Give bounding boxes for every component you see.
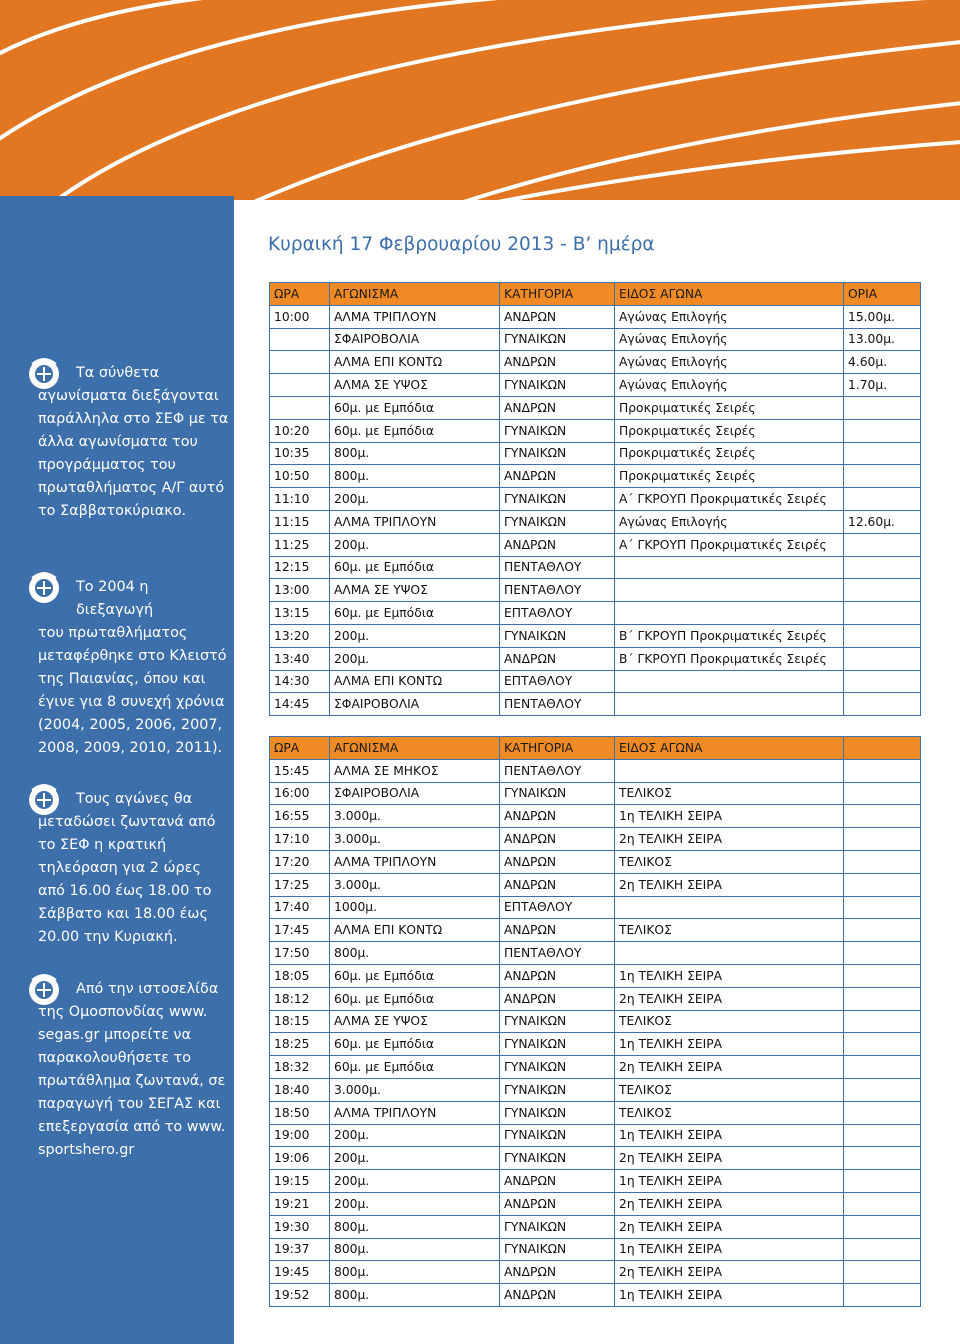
cell-limit: 4.60μ. bbox=[844, 351, 921, 374]
cell-race-type: 2η ΤΕΛΙΚΗ ΣΕΙΡΑ bbox=[615, 987, 844, 1010]
cell-limit bbox=[844, 1284, 921, 1307]
cell-time: 13:40 bbox=[270, 647, 330, 670]
cell-limit bbox=[844, 1238, 921, 1261]
cell-time: 11:15 bbox=[270, 510, 330, 533]
cell-race-type: Προκριματικές Σειρές bbox=[615, 465, 844, 488]
cell-event: ΣΦΑΙΡΟΒΟΛΙΑ bbox=[330, 782, 500, 805]
cell-event: 800μ. bbox=[330, 1215, 500, 1238]
table-row bbox=[270, 1284, 921, 1307]
note-body-text: του πρωταθλήματος μεταφέρθηκε στο Κλειστό της Παιανίας, όπου και έγινε για 8 συνεχή χρόνια (2004, 2005, 2006, 2007, 2008, 2009, 2010, 2011). bbox=[38, 625, 227, 756]
cell-race-type: 1η ΤΕΛΙΚΗ ΣΕΙΡΑ bbox=[615, 1033, 844, 1056]
cell-race-type bbox=[615, 896, 844, 919]
cell-race-type: 2η ΤΕΛΙΚΗ ΣΕΙΡΑ bbox=[615, 1056, 844, 1079]
cell-time: 13:20 bbox=[270, 624, 330, 647]
cell-event: 800μ. bbox=[330, 465, 500, 488]
cell-category: ΓΥΝΑΙΚΩΝ bbox=[500, 782, 615, 805]
cell-race-type: 2η ΤΕΛΙΚΗ ΣΕΙΡΑ bbox=[615, 828, 844, 851]
cell-race-type: Α΄ ΓΚΡΟΥΠ Προκριματικές Σειρές bbox=[615, 533, 844, 556]
cell-limit bbox=[844, 1215, 921, 1238]
cell-category: ΓΥΝΑΙΚΩΝ bbox=[500, 488, 615, 511]
cell-limit bbox=[844, 1170, 921, 1193]
cell-time: 14:45 bbox=[270, 693, 330, 716]
cell-limit bbox=[844, 1056, 921, 1079]
cell-race-type: Αγώνας Επιλογής bbox=[615, 328, 844, 351]
cell-race-type: Προκριματικές Σειρές bbox=[615, 419, 844, 442]
cell-time: 19:06 bbox=[270, 1147, 330, 1170]
cell-event: 60μ. με Εμπόδια bbox=[330, 1033, 500, 1056]
cell-category: ΓΥΝΑΙΚΩΝ bbox=[500, 1147, 615, 1170]
cell-race-type bbox=[615, 942, 844, 965]
cell-time: 18:40 bbox=[270, 1078, 330, 1101]
table-row bbox=[270, 1124, 921, 1147]
table-row bbox=[270, 1261, 921, 1284]
sidebar-note bbox=[38, 978, 230, 1162]
cell-event: 3.000μ. bbox=[330, 873, 500, 896]
cell-limit: 15.00μ. bbox=[844, 305, 921, 328]
cell-race-type: Αγώνας Επιλογής bbox=[615, 510, 844, 533]
cell-time: 18:05 bbox=[270, 964, 330, 987]
cell-time: 17:10 bbox=[270, 828, 330, 851]
cell-time: 17:40 bbox=[270, 896, 330, 919]
table-row bbox=[270, 328, 921, 351]
cell-event: 800μ. bbox=[330, 942, 500, 965]
cell-time: 18:25 bbox=[270, 1033, 330, 1056]
cell-time: 19:15 bbox=[270, 1170, 330, 1193]
cell-event: ΣΦΑΙΡΟΒΟΛΙΑ bbox=[330, 328, 500, 351]
sidebar-note bbox=[38, 576, 230, 760]
table-row bbox=[270, 693, 921, 716]
cell-category: ΑΝΔΡΩΝ bbox=[500, 647, 615, 670]
table-row bbox=[270, 1056, 921, 1079]
cell-limit bbox=[844, 556, 921, 579]
cell-category: ΑΝΔΡΩΝ bbox=[500, 1170, 615, 1193]
table-row bbox=[270, 987, 921, 1010]
cell-time: 17:45 bbox=[270, 919, 330, 942]
cell-event: 60μ. με Εμπόδια bbox=[330, 1056, 500, 1079]
table-row bbox=[270, 942, 921, 965]
cell-time: 10:50 bbox=[270, 465, 330, 488]
cell-category: ΓΥΝΑΙΚΩΝ bbox=[500, 624, 615, 647]
cell-event: ΑΛΜΑ ΤΡΙΠΛΟΥΝ bbox=[330, 850, 500, 873]
cell-limit bbox=[844, 693, 921, 716]
cell-event: 200μ. bbox=[330, 1170, 500, 1193]
cell-time: 10:00 bbox=[270, 305, 330, 328]
sidebar-note bbox=[38, 788, 230, 949]
note-lead-text: Τους αγώνες θα bbox=[76, 791, 193, 807]
segas-logo-icon bbox=[26, 782, 62, 816]
cell-category: ΓΥΝΑΙΚΩΝ bbox=[500, 1101, 615, 1124]
table-row bbox=[270, 305, 921, 328]
cell-time: 13:00 bbox=[270, 579, 330, 602]
cell-time: 15:45 bbox=[270, 759, 330, 782]
cell-event: 200μ. bbox=[330, 624, 500, 647]
cell-limit bbox=[844, 1078, 921, 1101]
table-row bbox=[270, 624, 921, 647]
cell-event: 800μ. bbox=[330, 1284, 500, 1307]
cell-race-type: 2η ΤΕΛΙΚΗ ΣΕΙΡΑ bbox=[615, 873, 844, 896]
table-row bbox=[270, 670, 921, 693]
note-lead-text: Από την ιστοσελίδα bbox=[76, 981, 219, 997]
cell-category: ΑΝΔΡΩΝ bbox=[500, 533, 615, 556]
cell-race-type: 2η ΤΕΛΙΚΗ ΣΕΙΡΑ bbox=[615, 1192, 844, 1215]
cell-event: 800μ. bbox=[330, 1238, 500, 1261]
cell-race-type: 1η ΤΕΛΙΚΗ ΣΕΙΡΑ bbox=[615, 1238, 844, 1261]
table-row bbox=[270, 1033, 921, 1056]
cell-limit bbox=[844, 1010, 921, 1033]
cell-race-type bbox=[615, 670, 844, 693]
cell-event: 200μ. bbox=[330, 488, 500, 511]
header-cell-limit bbox=[844, 737, 921, 760]
cell-limit bbox=[844, 579, 921, 602]
cell-limit bbox=[844, 942, 921, 965]
cell-category: ΑΝΔΡΩΝ bbox=[500, 1261, 615, 1284]
cell-event: ΑΛΜΑ ΣΕ ΥΨΟΣ bbox=[330, 374, 500, 397]
cell-limit bbox=[844, 896, 921, 919]
table-row bbox=[270, 805, 921, 828]
cell-event: ΑΛΜΑ ΕΠΙ ΚΟΝΤΩ bbox=[330, 919, 500, 942]
cell-event: ΑΛΜΑ ΤΡΙΠΛΟΥΝ bbox=[330, 510, 500, 533]
note-body-text: αγωνίσματα διεξάγονται παράλληλα στο ΣΕΦ με τα άλλα αγωνίσματα του προγράμματος του πρωταθλήματος Α/Γ αυτό το Σαββατοκύριακο. bbox=[38, 388, 229, 519]
header-cell-category: ΚΑΤΗΓΟΡΙΑ bbox=[500, 737, 615, 760]
cell-limit bbox=[844, 805, 921, 828]
header-cell-category: ΚΑΤΗΓΟΡΙΑ bbox=[500, 283, 615, 306]
table-row bbox=[270, 488, 921, 511]
cell-category: ΓΥΝΑΙΚΩΝ bbox=[500, 1124, 615, 1147]
cell-race-type: Προκριματικές Σειρές bbox=[615, 442, 844, 465]
cell-limit bbox=[844, 759, 921, 782]
table-row bbox=[270, 1101, 921, 1124]
cell-limit bbox=[844, 465, 921, 488]
cell-category: ΑΝΔΡΩΝ bbox=[500, 919, 615, 942]
cell-category: ΑΝΔΡΩΝ bbox=[500, 850, 615, 873]
cell-category: ΑΝΔΡΩΝ bbox=[500, 805, 615, 828]
cell-category: ΑΝΔΡΩΝ bbox=[500, 987, 615, 1010]
cell-event: 60μ. με Εμπόδια bbox=[330, 556, 500, 579]
cell-category: ΓΥΝΑΙΚΩΝ bbox=[500, 1010, 615, 1033]
cell-race-type: ΤΕΛΙΚΟΣ bbox=[615, 850, 844, 873]
cell-race-type: 1η ΤΕΛΙΚΗ ΣΕΙΡΑ bbox=[615, 805, 844, 828]
table-row bbox=[270, 1147, 921, 1170]
cell-event: ΣΦΑΙΡΟΒΟΛΙΑ bbox=[330, 693, 500, 716]
table-header-row bbox=[270, 283, 921, 306]
cell-race-type: 1η ΤΕΛΙΚΗ ΣΕΙΡΑ bbox=[615, 1284, 844, 1307]
cell-race-type: 2η ΤΕΛΙΚΗ ΣΕΙΡΑ bbox=[615, 1261, 844, 1284]
cell-race-type: Β΄ ΓΚΡΟΥΠ Προκριματικές Σειρές bbox=[615, 647, 844, 670]
header-cell-race-type: ΕΙΔΟΣ ΑΓΩΝΑ bbox=[615, 283, 844, 306]
cell-category: ΠΕΝΤΑΘΛΟΥ bbox=[500, 693, 615, 716]
cell-event: ΑΛΜΑ ΣΕ ΥΨΟΣ bbox=[330, 579, 500, 602]
cell-limit bbox=[844, 782, 921, 805]
cell-limit bbox=[844, 602, 921, 625]
cell-limit bbox=[844, 1033, 921, 1056]
table-row bbox=[270, 964, 921, 987]
cell-event: ΑΛΜΑ ΕΠΙ ΚΟΝΤΩ bbox=[330, 351, 500, 374]
header-cell-time: ΩΡΑ bbox=[270, 283, 330, 306]
cell-race-type: ΤΕΛΙΚΟΣ bbox=[615, 1101, 844, 1124]
cell-category: ΑΝΔΡΩΝ bbox=[500, 351, 615, 374]
cell-event: ΑΛΜΑ ΤΡΙΠΛΟΥΝ bbox=[330, 1101, 500, 1124]
table-row bbox=[270, 850, 921, 873]
cell-category: ΑΝΔΡΩΝ bbox=[500, 305, 615, 328]
cell-race-type: 2η ΤΕΛΙΚΗ ΣΕΙΡΑ bbox=[615, 1215, 844, 1238]
header-cell-event: ΑΓΩΝΙΣΜΑ bbox=[330, 737, 500, 760]
cell-category: ΕΠΤΑΘΛΟΥ bbox=[500, 602, 615, 625]
table-row bbox=[270, 556, 921, 579]
cell-category: ΠΕΝΤΑΘΛΟΥ bbox=[500, 942, 615, 965]
cell-limit bbox=[844, 396, 921, 419]
cell-event: ΑΛΜΑ ΣΕ ΥΨΟΣ bbox=[330, 1010, 500, 1033]
cell-time: 17:50 bbox=[270, 942, 330, 965]
cell-time: 18:12 bbox=[270, 987, 330, 1010]
cell-category: ΓΥΝΑΙΚΩΝ bbox=[500, 442, 615, 465]
cell-limit bbox=[844, 828, 921, 851]
cell-time: 14:30 bbox=[270, 670, 330, 693]
cell-race-type: ΤΕΛΙΚΟΣ bbox=[615, 1010, 844, 1033]
cell-time: 19:00 bbox=[270, 1124, 330, 1147]
cell-category: ΑΝΔΡΩΝ bbox=[500, 465, 615, 488]
cell-time bbox=[270, 396, 330, 419]
cell-event: 800μ. bbox=[330, 442, 500, 465]
cell-limit bbox=[844, 964, 921, 987]
cell-time: 11:10 bbox=[270, 488, 330, 511]
cell-category: ΓΥΝΑΙΚΩΝ bbox=[500, 1215, 615, 1238]
cell-limit bbox=[844, 442, 921, 465]
cell-event: 3.000μ. bbox=[330, 828, 500, 851]
cell-time: 19:45 bbox=[270, 1261, 330, 1284]
table-row bbox=[270, 419, 921, 442]
cell-limit bbox=[844, 873, 921, 896]
cell-event: 3.000μ. bbox=[330, 805, 500, 828]
cell-limit bbox=[844, 488, 921, 511]
cell-category: ΠΕΝΤΑΘΛΟΥ bbox=[500, 759, 615, 782]
header-cell-event: ΑΓΩΝΙΣΜΑ bbox=[330, 283, 500, 306]
note-lead-text: Το 2004 η διεξαγωγή bbox=[76, 579, 154, 618]
cell-limit bbox=[844, 647, 921, 670]
table-row bbox=[270, 1010, 921, 1033]
cell-event: 200μ. bbox=[330, 533, 500, 556]
table-row bbox=[270, 396, 921, 419]
cell-event: 200μ. bbox=[330, 1124, 500, 1147]
cell-limit bbox=[844, 919, 921, 942]
cell-category: ΕΠΤΑΘΛΟΥ bbox=[500, 896, 615, 919]
segas-logo-icon bbox=[26, 972, 62, 1006]
cell-limit bbox=[844, 850, 921, 873]
cell-time: 10:20 bbox=[270, 419, 330, 442]
cell-race-type bbox=[615, 556, 844, 579]
cell-race-type: 1η ΤΕΛΙΚΗ ΣΕΙΡΑ bbox=[615, 1124, 844, 1147]
cell-race-type: ΤΕΛΙΚΟΣ bbox=[615, 919, 844, 942]
table-row bbox=[270, 782, 921, 805]
note-lead-text: Τα σύνθετα bbox=[76, 365, 160, 381]
table-row bbox=[270, 465, 921, 488]
table-row bbox=[270, 1192, 921, 1215]
cell-time: 17:25 bbox=[270, 873, 330, 896]
table-row bbox=[270, 759, 921, 782]
cell-limit bbox=[844, 419, 921, 442]
table-row bbox=[270, 374, 921, 397]
cell-time: 19:37 bbox=[270, 1238, 330, 1261]
table-row bbox=[270, 828, 921, 851]
schedule-table-morning bbox=[269, 282, 921, 716]
cell-race-type: 2η ΤΕΛΙΚΗ ΣΕΙΡΑ bbox=[615, 1147, 844, 1170]
cell-race-type: Προκριματικές Σειρές bbox=[615, 396, 844, 419]
table-row bbox=[270, 1078, 921, 1101]
cell-time: 13:15 bbox=[270, 602, 330, 625]
cell-category: ΑΝΔΡΩΝ bbox=[500, 396, 615, 419]
table-row bbox=[270, 351, 921, 374]
table-row bbox=[270, 1215, 921, 1238]
cell-time: 19:21 bbox=[270, 1192, 330, 1215]
header-cell-race-type: ΕΙΔΟΣ ΑΓΩΝΑ bbox=[615, 737, 844, 760]
cell-time: 19:30 bbox=[270, 1215, 330, 1238]
cell-event: 3.000μ. bbox=[330, 1078, 500, 1101]
cell-limit bbox=[844, 670, 921, 693]
header-cell-time: ΩΡΑ bbox=[270, 737, 330, 760]
cell-event: 200μ. bbox=[330, 1147, 500, 1170]
table-row bbox=[270, 533, 921, 556]
note-body-text: μεταδώσει ζωντανά από το ΣΕΦ η κρατική τηλεόραση για 2 ώρες από 16.00 έως 18.00 το Σάββατο και 18.00 έως 20.00 την Κυριακή. bbox=[38, 814, 216, 945]
cell-time bbox=[270, 351, 330, 374]
cell-limit bbox=[844, 1101, 921, 1124]
cell-time bbox=[270, 328, 330, 351]
cell-time: 18:50 bbox=[270, 1101, 330, 1124]
cell-limit bbox=[844, 1147, 921, 1170]
segas-logo-icon bbox=[26, 570, 62, 604]
cell-time: 19:52 bbox=[270, 1284, 330, 1307]
cell-category: ΓΥΝΑΙΚΩΝ bbox=[500, 1238, 615, 1261]
cell-race-type: Αγώνας Επιλογής bbox=[615, 351, 844, 374]
table-row bbox=[270, 442, 921, 465]
track-lanes-banner bbox=[0, 0, 960, 200]
cell-time: 18:15 bbox=[270, 1010, 330, 1033]
cell-time: 12:15 bbox=[270, 556, 330, 579]
sidebar-note bbox=[38, 362, 230, 523]
cell-race-type bbox=[615, 693, 844, 716]
table-row bbox=[270, 647, 921, 670]
cell-time bbox=[270, 374, 330, 397]
cell-limit: 12.60μ. bbox=[844, 510, 921, 533]
cell-event: 1000μ. bbox=[330, 896, 500, 919]
table-header-row bbox=[270, 737, 921, 760]
cell-race-type bbox=[615, 602, 844, 625]
cell-category: ΓΥΝΑΙΚΩΝ bbox=[500, 419, 615, 442]
table-row bbox=[270, 896, 921, 919]
cell-time: 10:35 bbox=[270, 442, 330, 465]
cell-event: ΑΛΜΑ ΤΡΙΠΛΟΥΝ bbox=[330, 305, 500, 328]
segas-logo-icon bbox=[26, 356, 62, 390]
cell-limit: 13.00μ. bbox=[844, 328, 921, 351]
cell-event: ΑΛΜΑ ΣΕ ΜΗΚΟΣ bbox=[330, 759, 500, 782]
table-row bbox=[270, 1238, 921, 1261]
cell-time: 17:20 bbox=[270, 850, 330, 873]
cell-event: 60μ. με Εμπόδια bbox=[330, 987, 500, 1010]
cell-event: 60μ. με Εμπόδια bbox=[330, 602, 500, 625]
header-cell-limit: ΟΡΙΑ bbox=[844, 283, 921, 306]
cell-event: ΑΛΜΑ ΕΠΙ ΚΟΝΤΩ bbox=[330, 670, 500, 693]
table-row bbox=[270, 510, 921, 533]
cell-limit bbox=[844, 624, 921, 647]
cell-category: ΑΝΔΡΩΝ bbox=[500, 964, 615, 987]
cell-limit bbox=[844, 1124, 921, 1147]
cell-event: 60μ. με Εμπόδια bbox=[330, 396, 500, 419]
cell-time: 16:55 bbox=[270, 805, 330, 828]
day-title: Κυραική 17 Φεβρουαρίου 2013 - Β’ ημέρα bbox=[268, 234, 655, 255]
table-row bbox=[270, 873, 921, 896]
cell-category: ΓΥΝΑΙΚΩΝ bbox=[500, 328, 615, 351]
cell-race-type: 1η ΤΕΛΙΚΗ ΣΕΙΡΑ bbox=[615, 964, 844, 987]
cell-category: ΑΝΔΡΩΝ bbox=[500, 1192, 615, 1215]
cell-event: 200μ. bbox=[330, 647, 500, 670]
cell-event: 60μ. με Εμπόδια bbox=[330, 964, 500, 987]
table-row bbox=[270, 919, 921, 942]
cell-race-type: Α΄ ΓΚΡΟΥΠ Προκριματικές Σειρές bbox=[615, 488, 844, 511]
cell-category: ΠΕΝΤΑΘΛΟΥ bbox=[500, 556, 615, 579]
cell-race-type: Αγώνας Επιλογής bbox=[615, 374, 844, 397]
cell-category: ΠΕΝΤΑΘΛΟΥ bbox=[500, 579, 615, 602]
cell-race-type: ΤΕΛΙΚΟΣ bbox=[615, 782, 844, 805]
table-row bbox=[270, 579, 921, 602]
cell-race-type: Β΄ ΓΚΡΟΥΠ Προκριματικές Σειρές bbox=[615, 624, 844, 647]
cell-limit: 1.70μ. bbox=[844, 374, 921, 397]
cell-category: ΓΥΝΑΙΚΩΝ bbox=[500, 1056, 615, 1079]
cell-category: ΓΥΝΑΙΚΩΝ bbox=[500, 374, 615, 397]
cell-race-type: 1η ΤΕΛΙΚΗ ΣΕΙΡΑ bbox=[615, 1170, 844, 1193]
table-row bbox=[270, 1170, 921, 1193]
cell-time: 18:32 bbox=[270, 1056, 330, 1079]
table-row bbox=[270, 602, 921, 625]
cell-race-type: ΤΕΛΙΚΟΣ bbox=[615, 1078, 844, 1101]
cell-category: ΓΥΝΑΙΚΩΝ bbox=[500, 1033, 615, 1056]
cell-limit bbox=[844, 987, 921, 1010]
cell-event: 800μ. bbox=[330, 1261, 500, 1284]
cell-limit bbox=[844, 533, 921, 556]
cell-race-type: Αγώνας Επιλογής bbox=[615, 305, 844, 328]
cell-race-type bbox=[615, 579, 844, 602]
cell-race-type bbox=[615, 759, 844, 782]
cell-category: ΑΝΔΡΩΝ bbox=[500, 1284, 615, 1307]
cell-time: 11:25 bbox=[270, 533, 330, 556]
cell-category: ΕΠΤΑΘΛΟΥ bbox=[500, 670, 615, 693]
schedule-table-afternoon bbox=[269, 736, 921, 1307]
note-body-text: της Ομοσπονδίας www. segas.gr μπορείτε να παρακολουθήσετε το πρωτάθλημα ζωντανά, σε παραγωγή του ΣΕΓΑΣ και επεξεργασία από το www. sportshero.gr bbox=[38, 1004, 226, 1158]
cell-limit bbox=[844, 1192, 921, 1215]
cell-category: ΓΥΝΑΙΚΩΝ bbox=[500, 1078, 615, 1101]
cell-time: 16:00 bbox=[270, 782, 330, 805]
cell-limit bbox=[844, 1261, 921, 1284]
cell-event: 60μ. με Εμπόδια bbox=[330, 419, 500, 442]
cell-category: ΓΥΝΑΙΚΩΝ bbox=[500, 510, 615, 533]
cell-category: ΑΝΔΡΩΝ bbox=[500, 873, 615, 896]
cell-event: 200μ. bbox=[330, 1192, 500, 1215]
cell-category: ΑΝΔΡΩΝ bbox=[500, 828, 615, 851]
